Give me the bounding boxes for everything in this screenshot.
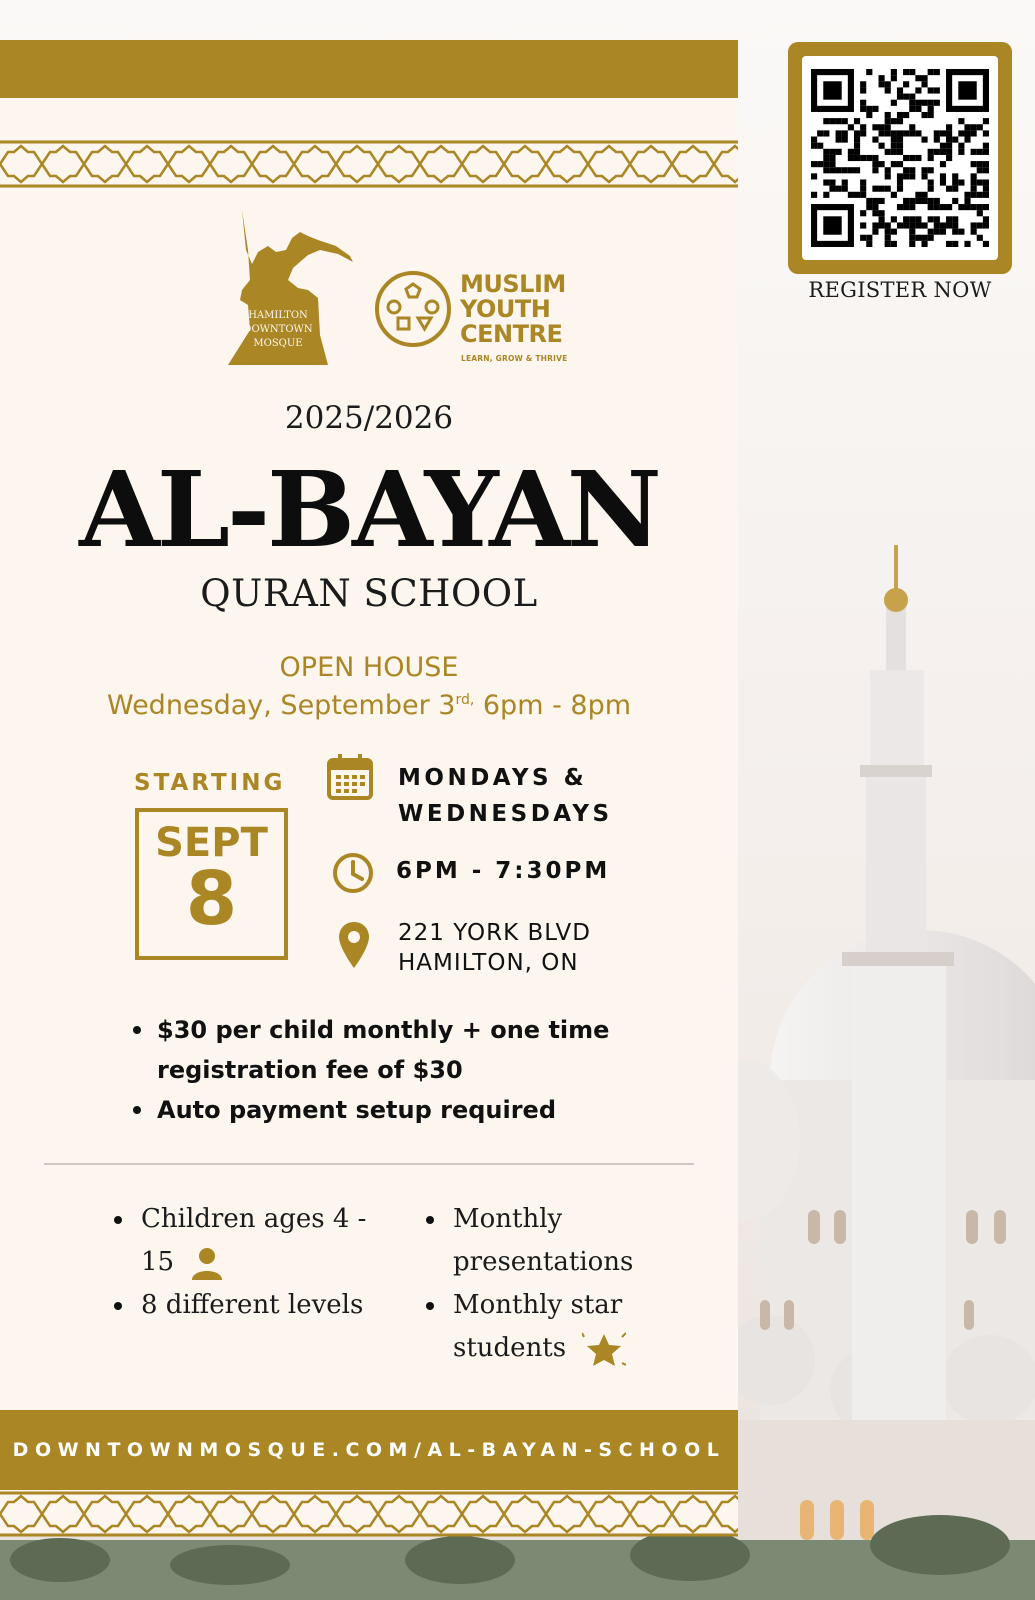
school-year: 2025/2026 [284,400,454,436]
feature-star-text: Monthly star students [453,1290,623,1363]
svg-text:MOSQUE: MOSQUE [253,338,303,349]
starting-label: STARTING [134,770,286,796]
fee-item-autopay: Auto payment setup required [130,1090,690,1130]
address-line1: 221 YORK BLVD [398,920,591,946]
open-house-label: OPEN HOUSE [279,652,459,683]
bottom-pattern-border [0,1490,738,1538]
class-time: 6PM - 7:30PM [396,858,611,884]
footer-url-bar[interactable] [0,1410,738,1490]
section-divider [44,1163,694,1165]
qr-code-frame[interactable] [788,42,1012,274]
fee-list [130,1010,690,1130]
register-now-label[interactable]: REGISTER NOW [808,278,992,302]
class-days-line1: MONDAYS & [398,765,588,791]
address-line2: HAMILTON, ON [398,950,579,976]
calendar-icon [326,752,374,802]
clock-icon [332,852,374,894]
svg-text:HAMILTON: HAMILTON [248,310,308,321]
features-left-list [112,1198,372,1327]
youth-centre-emblem-icon [374,270,452,348]
start-day: 8 [185,856,238,942]
features-right-list [424,1198,704,1370]
myc-word-3: CENTRE [460,320,563,348]
feature-ages [112,1198,372,1284]
muslim-youth-centre-logo [374,270,584,370]
person-icon [190,1246,224,1280]
feature-star-students [424,1284,704,1370]
open-house-time: 6pm - 8pm [474,690,632,721]
start-month: SEPT [155,820,268,866]
class-days-line2: WEDNESDAYS [398,801,613,827]
location-pin-icon [337,920,371,970]
fee-item-monthly: $30 per child monthly + one time registration fee of $30 [130,1010,690,1090]
open-house-date [0,690,738,721]
page-subtitle: QURAN SCHOOL [200,572,538,615]
myc-tagline: LEARN, GROW & THRIVE [461,354,568,363]
top-gold-bar [0,40,738,98]
top-pattern-border [0,138,738,190]
website-url[interactable]: DOWNTOWNMOSQUE.COM/AL-BAYAN-SCHOOL [12,1439,726,1461]
myc-word-2: YOUTH [460,295,551,323]
star-icon [582,1329,626,1369]
feature-levels: 8 different levels [112,1284,372,1327]
svg-text:DOWNTOWN: DOWNTOWN [243,324,313,335]
open-house-date-suffix: rd, [455,692,475,708]
feature-ages-text: Children ages 4 - 15 [141,1204,367,1277]
hamilton-downtown-mosque-logo [228,210,358,375]
start-date-box [135,808,288,960]
class-days [398,760,613,832]
feature-presentations: Monthly presentations [424,1198,704,1284]
myc-word-1: MUSLIM [460,270,566,298]
page-title: AL-BAYAN [79,448,659,571]
qr-code-icon[interactable] [811,69,989,247]
address [398,918,591,978]
open-house-date-prefix: Wednesday, September 3 [106,690,456,721]
